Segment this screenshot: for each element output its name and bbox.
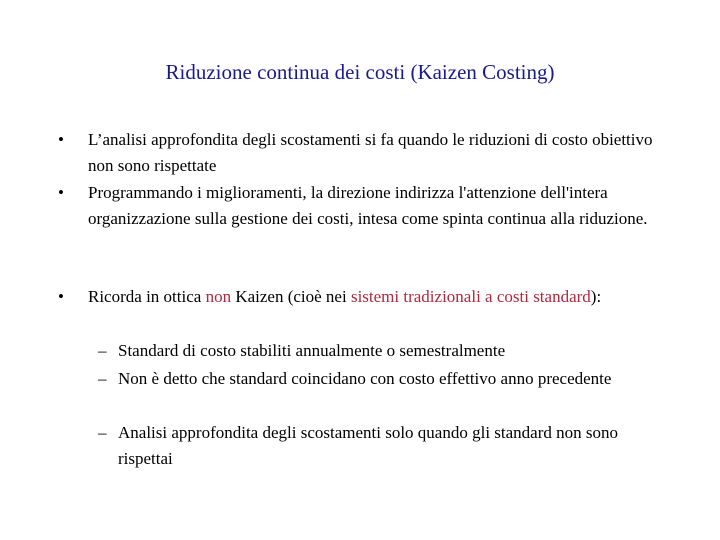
highlight-non: non [205, 287, 232, 306]
subbullet-text: Analisi approfondita degli scostamenti solo quando gli standard non sono rispettai [118, 423, 619, 468]
bullet-text [88, 284, 658, 310]
bullet-item-3 [58, 284, 658, 310]
subbullet-text: Non è detto che standard coincidano con costo effettivo anno precedente [118, 369, 612, 388]
bullet-marker: • [58, 130, 64, 149]
subbullet-item-1 [98, 338, 658, 364]
bullet-text-part: Kaizen (cioè nei [231, 287, 351, 306]
slide-title: Riduzione continua dei costi (Kaizen Costing) [165, 60, 555, 84]
bullet-text: Programmando i miglioramenti, la direzione indirizza l'attenzione dell'intera organizzazione sulla gestione dei costi, intesa come spinta continua alla riduzione. [88, 183, 648, 228]
bullet-item-2 [58, 180, 658, 232]
subbullet-marker: – [98, 369, 107, 388]
bullet-text-part: Ricorda in ottica [88, 287, 206, 306]
subbullet-item-3 [98, 420, 658, 472]
subbullet-text: Standard di costo stabiliti annualmente o semestralmente [118, 341, 506, 360]
subbullet-item-2 [98, 366, 658, 392]
bullet-marker: • [58, 183, 64, 202]
highlight-standard-systems: sistemi tradizionali a costi standard [350, 287, 591, 306]
bullet-text-part: ): [590, 287, 602, 306]
bullet-marker: • [58, 287, 64, 306]
bullet-item-1 [58, 127, 658, 179]
subbullet-marker: – [98, 341, 107, 360]
subbullet-marker: – [98, 423, 107, 442]
bullet-text: L’analisi approfondita degli scostamenti si fa quando le riduzioni di costo obiettivo non sono rispettate [88, 130, 653, 175]
